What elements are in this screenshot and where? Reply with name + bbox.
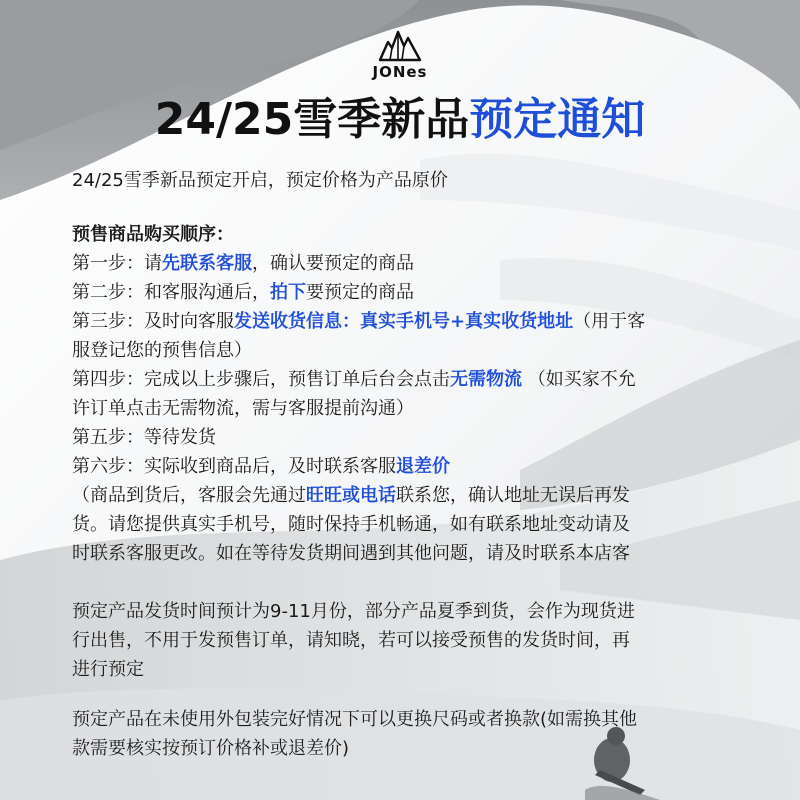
note-line-2: 货。请您提供真实手机号，随时保持手机畅通，如有联系地址变动请及 <box>72 514 630 535</box>
exchange-line-2: 款需要核实按预订价格补或退差价) <box>72 738 350 759</box>
note-line-1-pre: （商品到货后，客服会先通过 <box>72 485 306 506</box>
step-6 <box>72 452 762 481</box>
step-1-pre: 第一步：请 <box>72 253 162 274</box>
step-6-highlight: 退差价 <box>396 456 450 477</box>
exchange-line-1: 预定产品在未使用外包装完好情况下可以更换尺码或者换款(如需换其他 <box>72 709 638 730</box>
step-3-post: （用于客 <box>573 311 646 332</box>
title-part-notice: 预定通知 <box>469 94 646 145</box>
shipping-line-2: 行出售，不用于发预售订单，请知晓，若可以接受预售的发货时间，再 <box>72 630 630 651</box>
brand-logo-text: JONes <box>372 63 428 81</box>
step-3-continued: 服登记您的预售信息） <box>72 340 252 361</box>
brand-logo <box>362 28 438 84</box>
note-line-1-post: 联系您，确认地址无误后再发 <box>396 485 630 506</box>
note-line-3: 时联系客服更改。如在等待发货期间遇到其他问题，请及时联系本店客 <box>72 543 630 564</box>
step-2-post: 要预定的商品 <box>306 282 414 303</box>
step-2-pre: 第二步：和客服沟通后， <box>72 282 270 303</box>
step-4-continued: 许订单点击无需物流，需与客服提前沟通） <box>72 398 414 419</box>
step-5: 第五步：等待发货 <box>72 427 216 448</box>
mountain-logo-icon <box>378 28 422 62</box>
page-title <box>0 92 800 148</box>
step-1-highlight: 先联系客服 <box>162 253 252 274</box>
order-heading: 预售商品购买顺序： <box>72 224 234 245</box>
step-4-pre: 第四步：完成以上步骤后，预售订单后台会点击 <box>72 369 450 390</box>
note-line-1 <box>72 481 762 510</box>
step-3-highlight: 发送收货信息：真实手机号+真实收货地址 <box>234 311 574 332</box>
shipping-line-3: 进行预定 <box>72 659 144 680</box>
step-3 <box>72 307 762 336</box>
note-line-1-highlight: 旺旺或电话 <box>306 485 396 506</box>
step-2 <box>72 278 762 307</box>
intro-line: 24/25雪季新品预定开启，预定价格为产品原价 <box>72 170 448 191</box>
title-part-season: 24/25雪季新品 <box>154 94 470 145</box>
step-4-post: （如买家不允 <box>522 369 636 390</box>
step-4 <box>72 365 762 394</box>
step-1-post: ，确认要预定的商品 <box>252 253 414 274</box>
step-1 <box>72 249 762 278</box>
step-6-pre: 第六步：实际收到商品后，及时联系客服 <box>72 456 396 477</box>
step-2-highlight: 拍下 <box>270 282 306 303</box>
step-4-highlight: 无需物流 <box>450 369 522 390</box>
shipping-line-1: 预定产品发货时间预计为9-11月份，部分产品夏季到货，会作为现货进 <box>72 601 635 622</box>
step-3-pre: 第三步：及时向客服 <box>72 311 234 332</box>
